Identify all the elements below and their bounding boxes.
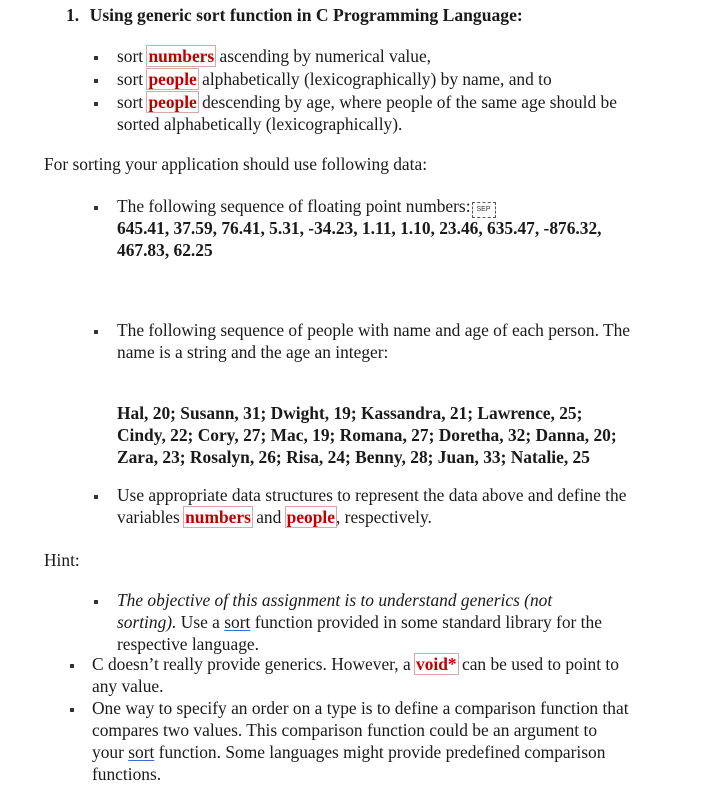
task-sort-people-age-line2: sorted alphabetically (lexicographically). xyxy=(117,114,403,134)
keyword-people: people xyxy=(286,507,335,527)
bullet-icon xyxy=(94,56,98,60)
hint-compare-line2: compares two values. This comparison function could be an argument to xyxy=(92,720,598,740)
bullet-icon xyxy=(94,102,98,106)
numbers-values-line2: 467.83, 62.25 xyxy=(117,240,213,260)
hint-label: Hint: xyxy=(44,550,80,570)
hint-generics-line2: any value. xyxy=(92,676,164,696)
numbers-values-line1: 645.41, 37.59, 76.41, 5.31, -34.23, 1.11, 1.10, 23.46, 635.47, -876.32, xyxy=(117,218,602,238)
task-sort-numbers: sort numbers ascending by numerical value, xyxy=(117,46,432,66)
task-sort-people-name: sort people alphabetically (lexicographically) by name, and to xyxy=(117,69,552,89)
hint-compare-line3: your sort function. Some languages might provide predefined comparison xyxy=(92,742,606,762)
keyword-numbers: numbers xyxy=(148,46,215,66)
bullet-icon xyxy=(94,79,98,83)
people-values-line3: Zara, 23; Rosalyn, 26; Risa, 24; Benny, 28; Juan, 33; Natalie, 25 xyxy=(117,447,590,467)
people-description-line1: The following sequence of people with name and age of each person. The xyxy=(117,320,630,340)
heading-number: 1. xyxy=(66,5,80,25)
hint-objective-line2: sorting). Use a sort function provided in some standard library for the xyxy=(117,612,602,632)
heading-text: Using generic sort function in C Programming Language: xyxy=(89,5,523,25)
hint-objective-line3: respective language. xyxy=(117,634,259,654)
keyword-people: people xyxy=(148,92,197,112)
bullet-icon xyxy=(94,495,98,499)
numbers-description: The following sequence of floating point numbers: SEP xyxy=(117,196,496,218)
hint-compare-line1: One way to specify an order on a type is to define a comparison function that xyxy=(92,698,629,718)
bullet-icon xyxy=(94,600,98,604)
hint-objective-line1: The objective of this assignment is to understand generics (not xyxy=(117,590,553,610)
bullet-icon xyxy=(94,330,98,334)
people-values-line2: Cindy, 22; Cory, 27; Mac, 19; Romana, 27; Doretha, 32; Danna, 20; xyxy=(117,425,617,445)
bullet-icon xyxy=(94,206,98,210)
keyword-people: people xyxy=(148,69,197,89)
keyword-void-pointer: void* xyxy=(416,654,457,674)
hint-compare-line4: functions. xyxy=(92,764,162,784)
sort-word: sort xyxy=(128,742,155,762)
bullet-icon xyxy=(70,664,74,668)
people-values-line1: Hal, 20; Susann, 31; Dwight, 19; Kassandra, 21; Lawrence, 25; xyxy=(117,403,583,423)
data-intro: For sorting your application should use following data: xyxy=(44,154,428,174)
keyword-numbers: numbers xyxy=(185,507,251,527)
hint-generics-line1: C doesn’t really provide generics. However, a void* can be used to point to xyxy=(92,654,619,674)
sort-word: sort xyxy=(224,612,251,632)
structures-line1: Use appropriate data structures to represent the data above and define the xyxy=(117,485,627,505)
bullet-icon xyxy=(70,708,74,712)
section-break-mark: SEP xyxy=(472,202,496,218)
assignment-heading xyxy=(66,5,523,26)
structures-line2: variables numbers and people, respectively. xyxy=(117,507,432,527)
people-description-line2: name is a string and the age an integer: xyxy=(117,342,389,362)
task-sort-people-age: sort people descending by age, where people of the same age should be xyxy=(117,92,617,112)
